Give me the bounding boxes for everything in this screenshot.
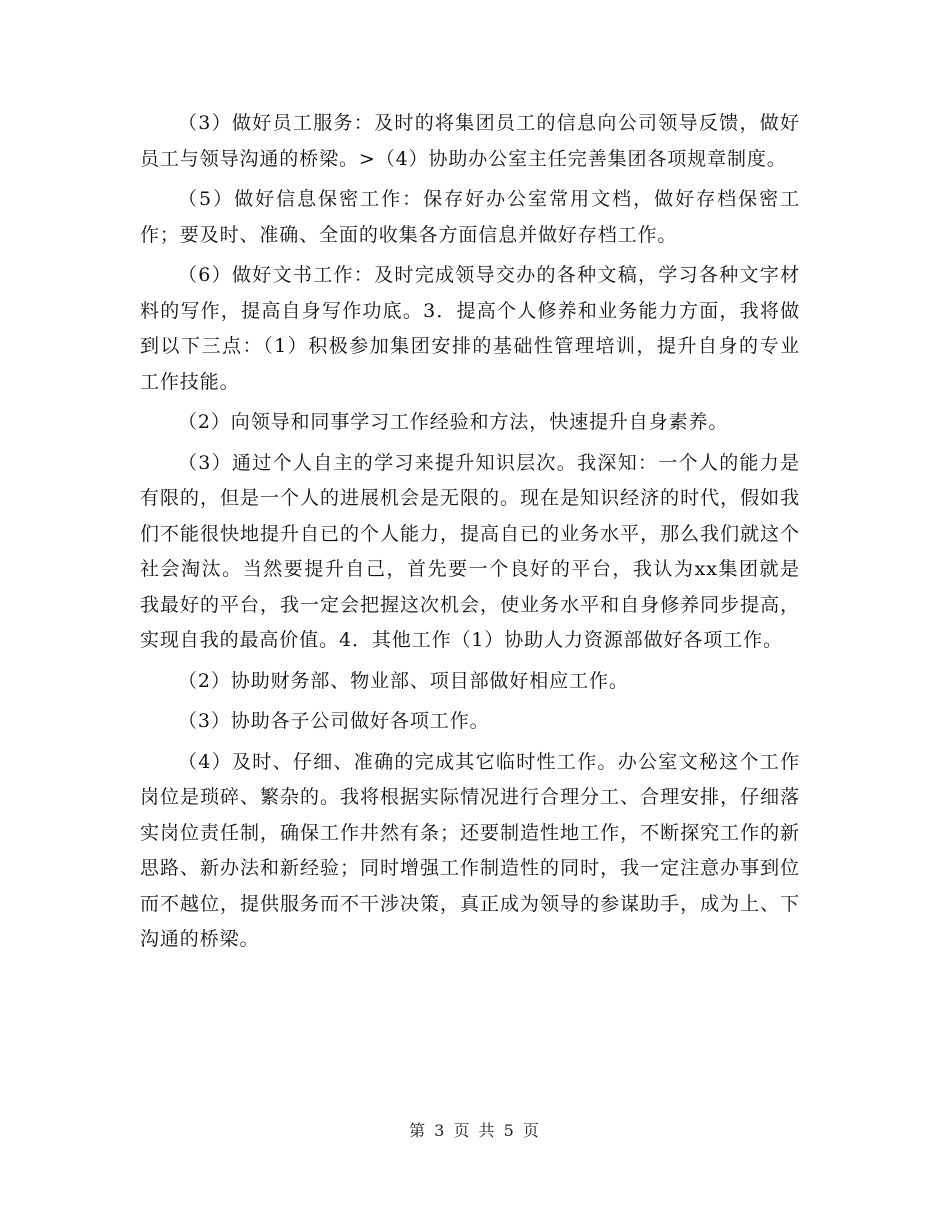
document-body [140, 106, 800, 963]
page-number-footer: 第 3 页 共 5 页 [409, 1121, 541, 1140]
paragraph-staff-service: （3）做好员工服务：及时的将集团员工的信息向公司领导反馈，做好员工与领导沟通的桥梁。>（4）协助办公室主任完善集团各项规章制度。 [140, 112, 800, 170]
paragraph-assist-subsidiaries: （3）协助各子公司做好各项工作。 [178, 710, 490, 732]
paragraph-learn-from-colleagues: （2）向领导和同事学习工作经验和方法，快速提升自身素养。 [178, 411, 729, 433]
paragraph-other-duties: （4）及时、仔细、准确的完成其它临时性工作。办公室文秘这个工作岗位是琐碎、繁杂的。我将根据实际情况进行合理分工、合理安排，仔细落实岗位责任制，确保工作井然有条；还要制造性地工作，不断探究工作的新思路、新办法和新经验；同时增强工作制造性的同时，我一定注意办事到位而不越位，提供服务而不干涉决策，真正成为领导的参谋助手，成为上、下沟通的桥梁。 [140, 750, 800, 950]
paragraph-self-study: （3）通过个人自主的学习来提升知识层次。我深知：一个人的能力是有限的，但是一个人的进展机会是无限的。现在是知识经济的时代，假如我们不能很快地提升自已的个人能力，提高自已的业务水平，那么我们就这个社会淘汰。当然要提升自己，首先要一个良好的平台，我认为xx集团就是我最好的平台，我一定会把握这次机会，使业务水平和自身修养同步提高，实现自我的最高价值。4．其他工作（1）协助人力资源部做好各项工作。 [140, 451, 800, 651]
paragraph-assist-departments: （2）协助财务部、物业部、项目部做好相应工作。 [178, 669, 629, 692]
paragraph-clerical-work: （6）做好文书工作：及时完成领导交办的各种文稿，学习各种文字材料的写作，提高自身写作功底。3．提高个人修养和业务能力方面，我将做到以下三点：（1）积极参加集团安排的基础性管理培训，提升自身的专业工作技能。 [140, 264, 800, 393]
paragraph-confidentiality: （5）做好信息保密工作：保存好办公室常用文档，做好存档保密工作；要及时、准确、全面的收集各方面信息并做好存档工作。 [140, 188, 800, 246]
